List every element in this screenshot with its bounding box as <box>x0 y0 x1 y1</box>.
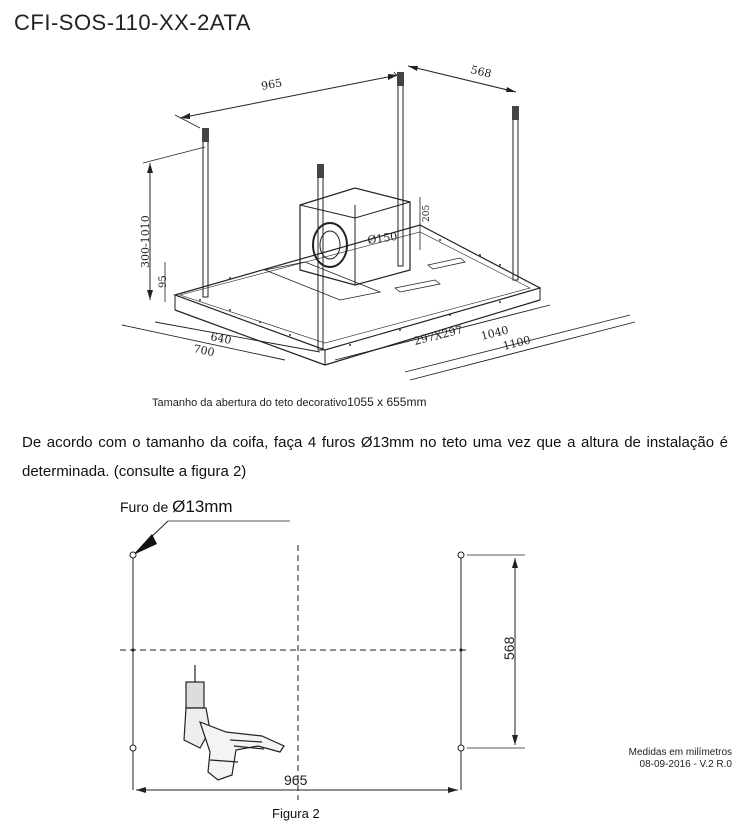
dim-rod-height <box>139 147 205 302</box>
dim-965-top: 965 <box>260 76 284 93</box>
hole-label-prefix: Furo de <box>120 499 169 515</box>
caption-text: Tamanho da abertura do teto decorativo <box>152 397 348 409</box>
dim-95: 95 <box>158 275 169 288</box>
hole-marker <box>130 745 136 751</box>
hole-marker <box>458 745 464 751</box>
dim-965-figure2: 965 <box>284 772 308 788</box>
motor-box <box>300 188 432 285</box>
dim-1040: 1040 <box>479 323 510 343</box>
units-note: Medidas em milímetros <box>628 747 732 758</box>
hole-marker <box>458 552 464 558</box>
version-note: 08-09-2016 - V.2 R.0 <box>639 759 732 770</box>
instruction-paragraph: De acordo com o tamanho da coifa, faça 4 furos Ø13mm no teto uma vez que a altura de instalação é determinada. (consulte a figura 2) <box>22 434 728 480</box>
hood-technical-drawing <box>0 0 752 400</box>
figure1-caption <box>152 395 426 409</box>
dim-top-width <box>175 72 402 128</box>
document-title: CFI-SOS-110-XX-2ATA <box>14 10 251 35</box>
figure2-label: Figura 2 <box>272 806 320 821</box>
dim-filter-size: 297X297 <box>412 323 465 348</box>
dim-top-depth <box>408 63 516 92</box>
pointer-arrow-icon <box>133 534 157 555</box>
dim-568-figure2: 568 <box>501 636 517 660</box>
dim-640: 640 <box>209 330 233 347</box>
caption-value: 1055 x 655mm <box>347 395 427 409</box>
dim-duct-diameter: Ø150 <box>366 229 399 247</box>
footer-note <box>596 747 732 771</box>
drill-illustration <box>184 665 284 780</box>
dim-bottom-depth <box>122 322 320 360</box>
dim-205: 205 <box>422 204 432 222</box>
hole-label-value: Ø13mm <box>172 497 233 516</box>
dim-700: 700 <box>192 342 216 360</box>
dim-1100: 1100 <box>501 333 532 353</box>
dim-568-top: 568 <box>469 63 493 81</box>
hole-marker <box>130 552 136 558</box>
dim-300-1010: 300-1010 <box>139 215 152 268</box>
